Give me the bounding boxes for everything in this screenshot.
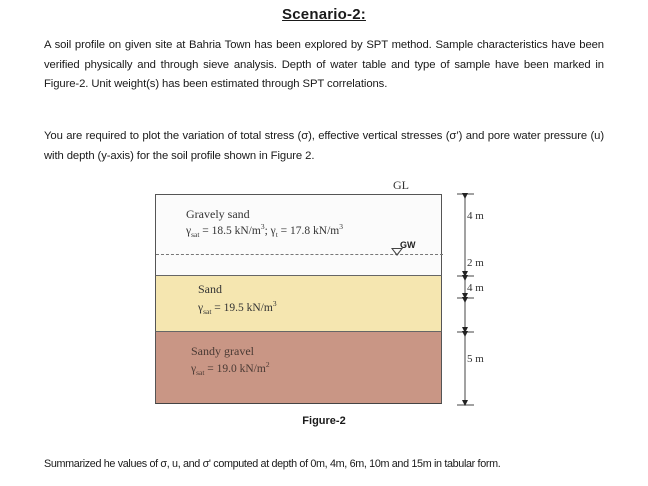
layer-sandy-gravel — [155, 332, 442, 404]
layer-unit-weight: $\gamma_{sat} = 19.5$ $kN/m^3$ — [198, 299, 277, 317]
task-paragraph: You are required to plot the variation of total stress (σ), effective vertical stresses (σ’) and pore water pressure (u) with depth (y-axis) for the soil profile shown in Figure 2. — [44, 130, 604, 162]
dimension-label: 2 m — [467, 257, 484, 269]
dimension-label: 4 m — [467, 282, 484, 294]
layer-gravely-sand — [155, 194, 442, 276]
figure-caption: Figure-2 — [302, 415, 346, 427]
layer-unit-weight: $\gamma_{sat} = 19.0$ $kN/m^2$ — [191, 360, 270, 378]
summary-instruction: Summarized he values of σ, u, and σ' computed at depth of 0m, 4m, 6m, 10m and 15m in tabular form. — [44, 458, 501, 470]
layer-name: Gravely sand — [186, 207, 250, 221]
layer-sand — [155, 276, 442, 332]
water-table-icon — [391, 248, 403, 256]
dimension-label: 4 m — [467, 210, 484, 222]
ground-level-label: GL — [393, 178, 409, 192]
intro-paragraph: A soil profile on given site at Bahria Town has been explored by SPT method. Sample characteristics have been verified physically and through sieve analysis. Depth of water table and type of sample have been marked in Figure-2. Unit weight(s) has been estimated through SPT correlations. — [44, 39, 604, 90]
dimension-label: 5 m — [467, 353, 484, 365]
layer-name: Sandy gravel — [191, 344, 254, 358]
soil-profile-figure — [155, 178, 485, 408]
layer-unit-weight: $\gamma_{sat} = 18.5$ $kN/m^3$; $\gamma_t = 17.8$ $kN/m^3$ — [186, 222, 343, 240]
layer-name: Sand — [198, 282, 222, 296]
scenario-title: Scenario-2: — [282, 6, 366, 23]
gw-label: GW — [400, 240, 416, 250]
